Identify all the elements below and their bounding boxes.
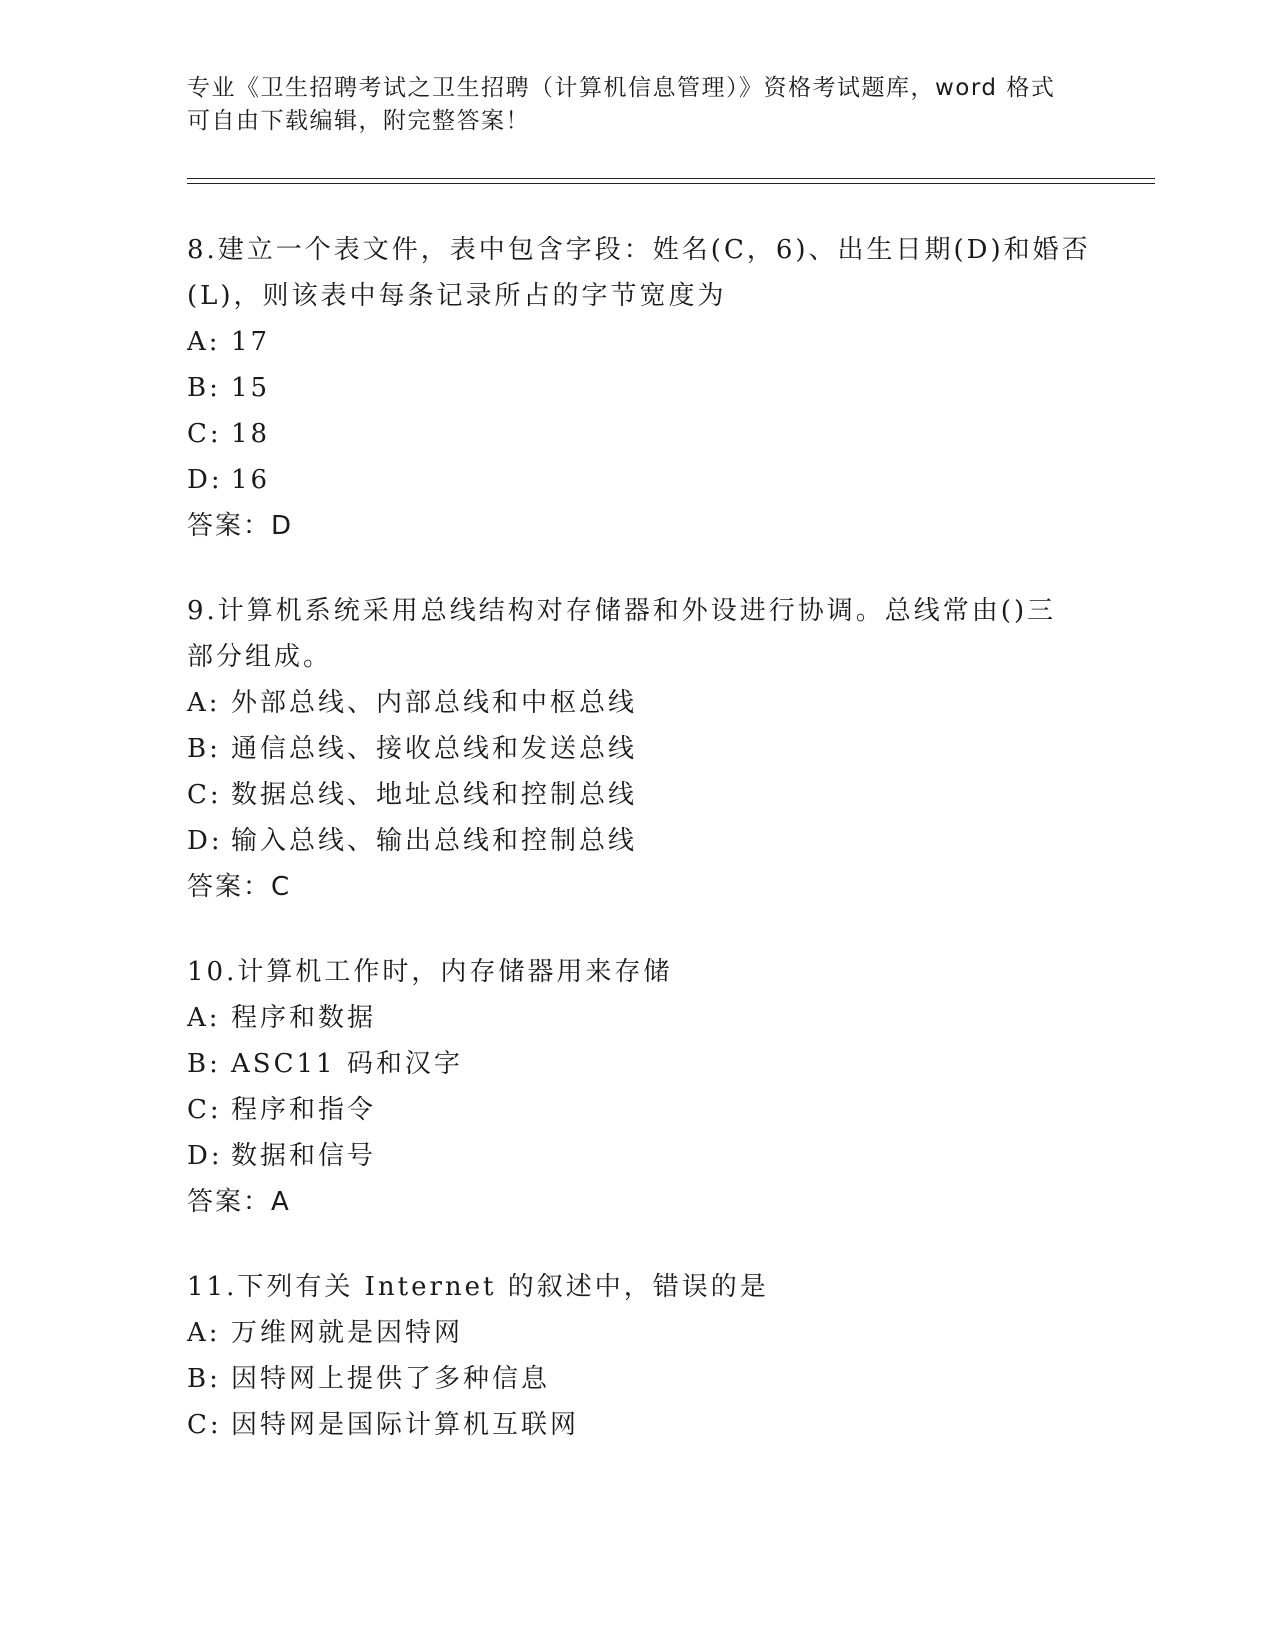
question-text: 部分组成。 <box>187 642 333 672</box>
header-line-2: 可自由下载编辑，附完整答案！ <box>187 108 530 134</box>
question-text: 10.计算机工作时，内存储器用来存储 <box>187 957 673 987</box>
header-divider <box>187 178 1155 184</box>
header-line-1: 专业《卫生招聘考试之卫生招聘（计算机信息管理）》资格考试题库，word 格式 <box>187 75 1056 101</box>
question-text: 11.下列有关 Internet 的叙述中，错误的是 <box>187 1272 769 1302</box>
option-b: B: 因特网上提供了多种信息 <box>187 1364 551 1394</box>
option-c: C: 因特网是国际计算机互联网 <box>187 1410 580 1440</box>
answer: 答案：C <box>187 872 292 902</box>
option-a: A: 17 <box>187 327 271 357</box>
option-a: A: 外部总线、内部总线和中枢总线 <box>187 688 638 718</box>
option-b: B: 通信总线、接收总线和发送总线 <box>187 734 638 764</box>
option-c: C: 18 <box>187 419 271 449</box>
option-c: C: 数据总线、地址总线和控制总线 <box>187 780 638 810</box>
question-10 <box>187 949 1087 1225</box>
option-c: C: 程序和指令 <box>187 1095 377 1125</box>
option-b: B: ASC11 码和汉字 <box>187 1049 463 1079</box>
option-a: A: 万维网就是因特网 <box>187 1318 464 1348</box>
option-a: A: 程序和数据 <box>187 1003 377 1033</box>
question-text: 9.计算机系统采用总线结构对存储器和外设进行协调。总线常由()三 <box>187 596 1057 626</box>
answer: 答案：A <box>187 1187 291 1217</box>
question-11 <box>187 1264 1087 1448</box>
question-text: 8.建立一个表文件，表中包含字段：姓名(C，6)、出生日期(D)和婚否 <box>187 235 1091 265</box>
option-d: D: 数据和信号 <box>187 1141 377 1171</box>
question-text: (L)，则该表中每条记录所占的字节宽度为 <box>187 281 727 311</box>
option-b: B: 15 <box>187 373 271 403</box>
option-d: D: 输入总线、输出总线和控制总线 <box>187 826 638 856</box>
question-9 <box>187 588 1087 910</box>
document-header <box>187 72 1087 138</box>
answer: 答案：D <box>187 511 294 541</box>
option-d: D: 16 <box>187 465 271 495</box>
question-8 <box>187 227 1091 549</box>
